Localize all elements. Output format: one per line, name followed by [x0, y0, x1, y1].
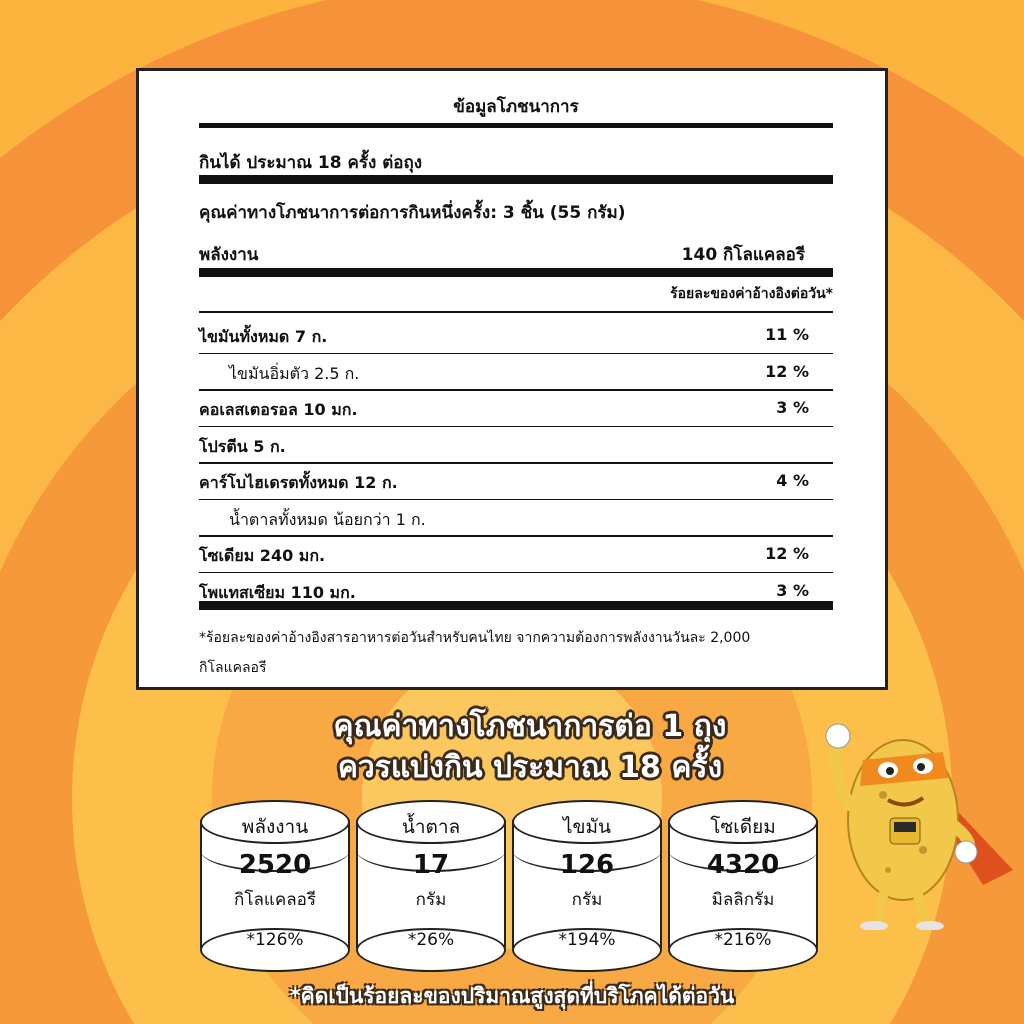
nutrient-row-percent: 3 % — [776, 580, 809, 600]
headline-line-2: ควรแบ่งกิน ประมาณ 18 ครั้ง — [337, 750, 723, 785]
nutrition-label-content — [199, 71, 833, 687]
can-percent: *126% — [246, 930, 304, 950]
nutrient-row-label: คาร์โบไฮเดรตทั้งหมด 12 ก. — [199, 473, 398, 492]
can-unit: กรัม — [571, 890, 603, 910]
can-title: โซเดียม — [710, 816, 776, 838]
can-unit: มิลลิกรัม — [711, 890, 775, 910]
energy-label: พลังงาน — [199, 245, 259, 265]
nutrient-row-percent: 3 % — [776, 398, 809, 417]
label-rule — [199, 268, 833, 277]
label-rule — [199, 572, 833, 574]
can-percent: *216% — [714, 930, 772, 950]
nutrient-row-percent: 4 % — [776, 471, 809, 490]
bottom-note: *คิดเป็นร้อยละของปริมาณสูงสุดที่บริโภคได้ต่อวัน — [289, 984, 735, 1008]
nutrient-row-label: โซเดียม 240 มก. — [199, 546, 326, 565]
nutrient-row-percent: 12 % — [765, 361, 809, 381]
nutrient-row-label: โพแทสเซียม 110 มก. — [199, 582, 356, 602]
summary-can — [512, 800, 662, 972]
nutrient-row-label: น้ำตาลทั้งหมด น้อยกว่า 1 ก. — [229, 509, 426, 529]
can-percent: *194% — [558, 930, 616, 950]
nutrient-row-label: โปรตีน 5 ก. — [199, 436, 286, 456]
can-title: ไขมัน — [562, 816, 612, 838]
can-unit: กิโลแคลอรี — [234, 890, 316, 910]
nutrient-row-label: ไขมันทั้งหมด 7 ก. — [199, 327, 328, 346]
can-value: 17 — [412, 850, 450, 880]
summary-can — [668, 800, 818, 972]
can-title: พลังงาน — [241, 816, 309, 838]
headline-line-1: คุณค่าทางโภชนาการต่อ 1 ถุง — [333, 709, 727, 744]
label-rule — [199, 535, 833, 537]
nutrient-row-label: คอเลสเตอรอล 10 มก. — [199, 400, 358, 419]
servings-per-bag: กินได้ ประมาณ 18 ครั้ง ต่อถุง — [199, 153, 423, 173]
nutrition-label — [136, 68, 888, 690]
nutrient-row-percent: 11 % — [765, 325, 809, 344]
label-rule — [199, 311, 833, 313]
label-title: ข้อมูลโภชนาการ — [453, 97, 579, 117]
can-value: 126 — [559, 850, 615, 880]
can-value: 2520 — [238, 850, 312, 880]
label-rule — [199, 389, 833, 391]
nutrient-row-percent: 12 % — [765, 544, 809, 563]
summary-can — [200, 800, 350, 972]
label-rule — [199, 353, 833, 355]
serving-size: คุณค่าทางโภชนาการต่อการกินหนึ่งครั้ง: 3 ชิ้น (55 กรัม) — [199, 203, 626, 223]
can-value: 4320 — [706, 850, 780, 880]
footnote-line-1: *ร้อยละของค่าอ้างอิงสารอาหารต่อวันสำหรับคนไทย จากความต้องการพลังงานวันละ 2,000 — [199, 630, 751, 646]
label-rule — [199, 123, 833, 128]
label-rule — [199, 499, 833, 501]
label-rule — [199, 426, 833, 428]
daily-value-header: ร้อยละของค่าอ้างอิงต่อวัน* — [670, 286, 833, 302]
energy-value: 140 กิโลแคลอรี — [681, 245, 805, 265]
label-rule — [199, 462, 833, 464]
can-percent: *26% — [407, 930, 455, 950]
label-rule — [199, 175, 833, 184]
can-unit: กรัม — [415, 890, 447, 910]
label-rule — [199, 601, 833, 610]
can-title: น้ำตาล — [401, 816, 461, 838]
footnote-line-2: กิโลแคลอรี — [199, 660, 267, 676]
nutrient-row-label: ไขมันอิ่มตัว 2.5 ก. — [229, 363, 360, 383]
summary-can — [356, 800, 506, 972]
potato-mascot-icon — [808, 700, 1018, 930]
